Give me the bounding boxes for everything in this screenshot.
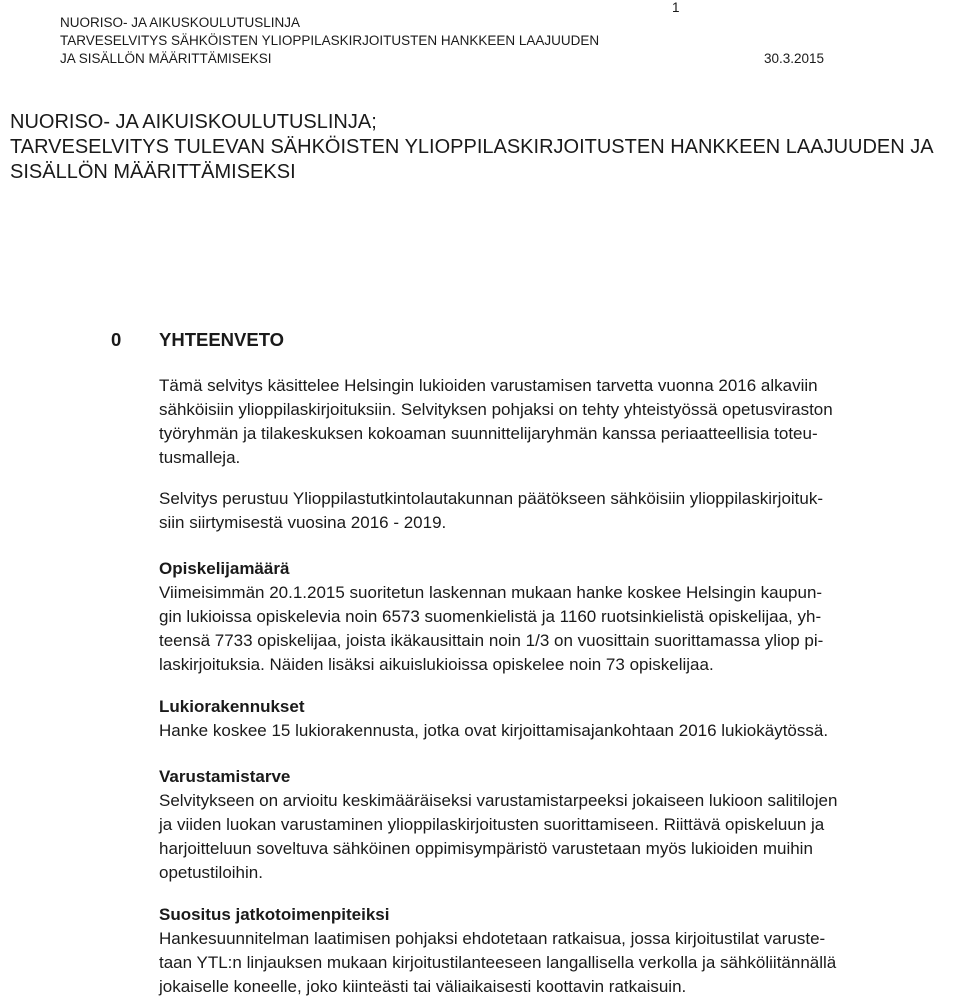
text-line: laskirjoituksia. Näiden lisäksi aikuislukioissa opiskelee noin 73 opiskelijaa.	[159, 655, 714, 674]
section-jatkotoimenpiteet	[159, 903, 836, 999]
text-line: siin siirtymisestä vuosina 2016 - 2019.	[159, 513, 447, 532]
text-line: Selvitykseen on arvioitu keskimääräiseksi varustamistarpeeksi jokaiseen lukioon salitilojen	[159, 791, 838, 810]
subheading-varustamistarve: Varustamistarve	[159, 767, 291, 786]
text-line: sähköisiin ylioppilaskirjoituksiin. Selvityksen pohjaksi on tehty yhteistyössä opetusviraston	[159, 400, 833, 419]
text-line: teensä 7733 opiskelijaa, joista ikäkausittain noin 1/3 on vuosittain suorittamassa yliop pi-	[159, 631, 824, 650]
title-line-1: NUORISO- JA AIKUISKOULUTUSLINJA;	[10, 111, 377, 133]
text-line: taan YTL:n linjauksen mukaan kirjoitustilanteeseen langallisella verkolla ja sähköliitännällä	[159, 953, 837, 972]
subheading-jatkotoimenpiteet: Suositus jatkotoimenpiteiksi	[159, 905, 390, 924]
header-line-3: JA SISÄLLÖN MÄÄRITTÄMISEKSI	[60, 51, 272, 66]
document-title	[10, 110, 934, 185]
text-line: tusmalleja.	[159, 448, 241, 467]
text-line: jokaiselle koneelle, joko kiinteästi tai väliaikaisesti koottavin ratkaisuin.	[159, 977, 687, 996]
text-line: Selvitys perustuu Ylioppilastutkintolautakunnan päätökseen sähköisiin ylioppilaskirjoituk-	[159, 489, 824, 508]
text-line: Hankesuunnitelman laatimisen pohjaksi ehdotetaan ratkaisua, jossa kirjoitustilat varuste-	[159, 929, 826, 948]
title-line-2: TARVESELVITYS TULEVAN SÄHKÖISTEN YLIOPPILASKIRJOITUSTEN HANKKEEN LAAJUUDEN JA	[10, 136, 934, 158]
section-opiskelijamaara	[159, 557, 823, 677]
page-number: 1	[672, 0, 680, 15]
text-line: ja viiden luokan varustaminen ylioppilaskirjoitusten suorittamiseen. Riittävä opiskeluun ja	[159, 815, 825, 834]
section-lukiorakennukset	[159, 695, 828, 743]
section-title: YHTEENVETO	[159, 329, 285, 350]
header-line-1: NUORISO- JA AIKUSKOULUTUSLINJA	[60, 15, 301, 30]
subheading-opiskelijamaara: Opiskelijamäärä	[159, 559, 290, 578]
title-line-3: SISÄLLÖN MÄÄRITTÄMISEKSI	[10, 161, 296, 183]
intro-paragraph-1	[159, 374, 833, 470]
subheading-lukiorakennukset: Lukiorakennukset	[159, 697, 305, 716]
header-line-2: TARVESELVITYS SÄHKÖISTEN YLIOPPILASKIRJOITUSTEN HANKKEEN LAAJUUDEN	[60, 33, 600, 48]
section-varustamistarve	[159, 765, 837, 885]
text-line: opetustiloihin.	[159, 863, 263, 882]
text-line: harjoitteluun soveltuva sähköinen oppimisympäristö varustetaan myös lukioiden muihin	[159, 839, 813, 858]
header-date: 30.3.2015	[764, 51, 825, 66]
text-line: Tämä selvitys käsittelee Helsingin lukioiden varustamisen tarvetta vuonna 2016 alkaviin	[159, 376, 818, 395]
text-line: Hanke koskee 15 lukiorakennusta, jotka ovat kirjoittamisajankohtaan 2016 lukiokäytössä.	[159, 721, 829, 740]
intro-paragraph-2	[159, 487, 823, 535]
text-line: gin lukioissa opiskelevia noin 6573 suomenkielistä ja 1160 ruotsinkielistä opiskelijaa, yh-	[159, 607, 822, 626]
text-line: työryhmän ja tilakeskuksen kokoaman suunnittelijaryhmän kanssa periaatteellisia toteu-	[159, 424, 818, 443]
section-number: 0	[111, 329, 122, 350]
text-line: Viimeisimmän 20.1.2015 suoritetun laskennan mukaan hanke koskee Helsingin kaupun-	[159, 583, 823, 602]
